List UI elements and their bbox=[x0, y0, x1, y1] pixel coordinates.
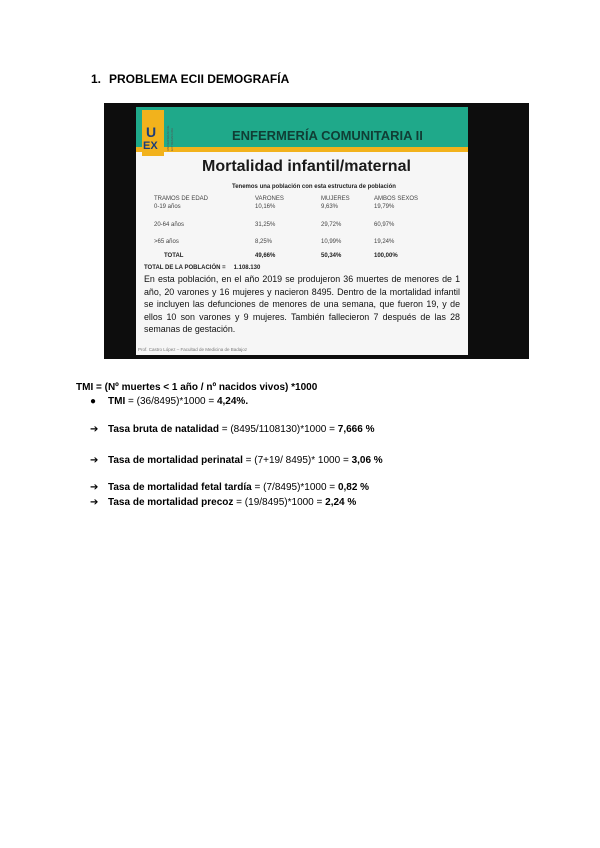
table-header: VARONES bbox=[255, 196, 284, 202]
table-cell: 100,00% bbox=[374, 253, 398, 259]
slide-title: Mortalidad infantil/maternal bbox=[202, 158, 411, 175]
slide-subtitle: Tenemos una población con esta estructura de población bbox=[232, 184, 396, 190]
result-value: 4,24%. bbox=[216, 396, 249, 407]
total-population-label: TOTAL DE LA POBLACIÓN = bbox=[144, 265, 226, 271]
heading-number: 1. bbox=[91, 72, 102, 86]
table-cell: 60,97% bbox=[374, 222, 395, 228]
table-cell: 10,99% bbox=[321, 239, 342, 245]
bullet-marker: ● bbox=[90, 396, 97, 407]
table-header: MUJERES bbox=[321, 196, 350, 202]
arrow-icon: ➔ bbox=[90, 424, 99, 435]
result-expression: = (7/8495)*1000 = bbox=[251, 482, 338, 493]
result-expression: = (7+19/ 8495)* 1000 = bbox=[242, 455, 352, 466]
result-label: Tasa bruta de natalidad bbox=[108, 424, 219, 435]
table-row bbox=[154, 222, 454, 231]
section-heading bbox=[91, 72, 289, 86]
table-cell: 9,63% bbox=[321, 204, 339, 210]
table-cell: 19,79% bbox=[374, 204, 395, 210]
slide bbox=[136, 107, 468, 355]
arrow-icon: ➔ bbox=[90, 455, 99, 466]
table-cell: 10,16% bbox=[255, 204, 276, 210]
total-population-value: 1.108.130 bbox=[233, 265, 261, 271]
table-cell: 0-19 años bbox=[154, 204, 181, 210]
arrow-icon: ➔ bbox=[90, 497, 99, 508]
result-value: 7,666 % bbox=[337, 424, 375, 435]
result-line bbox=[90, 455, 383, 466]
slide-footer: Prof. Castro López – Facultad de Medicina de Badajoz bbox=[138, 347, 248, 352]
result-label: Tasa de mortalidad perinatal bbox=[108, 455, 243, 466]
table-cell: 20-64 años bbox=[154, 222, 185, 228]
table-cell: 29,72% bbox=[321, 222, 342, 228]
result-label: Tasa de mortalidad fetal tardía bbox=[108, 482, 252, 493]
result-expression: = (36/8495)*1000 = bbox=[125, 396, 217, 407]
slide-paragraph: En esta población, en el año 2019 se produjeron 36 muertes de menores de 1 año, 20 varones y 16 mujeres y nacieron 8495. Dentro de la mortalidad infantil se incluyen las defunciones de menores de una semana, que fueron 19, y de ellos 10 son varones y 9 mujeres. También fallecieron 7 después de las 28 semanas de gestación. bbox=[144, 274, 460, 335]
result-value: 2,24 % bbox=[325, 497, 357, 508]
table-cell: 49,66% bbox=[255, 253, 276, 259]
banner-stripe bbox=[136, 147, 468, 152]
table-row bbox=[154, 239, 454, 248]
arrow-icon: ➔ bbox=[90, 482, 99, 493]
university-logo: U EX bbox=[142, 110, 164, 156]
total-population bbox=[144, 265, 260, 271]
result-line bbox=[90, 396, 248, 407]
banner-title: ENFERMERÍA COMUNITARIA II bbox=[232, 128, 423, 143]
table-total-row bbox=[154, 253, 454, 262]
result-value: 0,82 % bbox=[337, 482, 370, 493]
table-cell: 31,25% bbox=[255, 222, 276, 228]
table-cell: 8,25% bbox=[255, 239, 273, 245]
result-line bbox=[90, 482, 369, 493]
table-cell: 19,24% bbox=[374, 239, 395, 245]
result-expression: = (8495/1108130)*1000 = bbox=[218, 424, 338, 435]
tmi-formula: TMI = (Nº muertes < 1 año / nº nacidos vivos) *1000 bbox=[76, 382, 318, 393]
result-label: Tasa de mortalidad precoz bbox=[108, 497, 234, 508]
logo-side-text: UNIVERSIDAD DE EXTREMADURA bbox=[166, 125, 174, 151]
table-header: TRAMOS DE EDAD bbox=[154, 196, 209, 202]
result-line bbox=[90, 424, 374, 435]
heading-title: PROBLEMA ECII DEMOGRAFÍA bbox=[109, 72, 290, 86]
table-row bbox=[154, 204, 454, 213]
slide-image-frame bbox=[104, 103, 529, 359]
result-expression: = (19/8495)*1000 = bbox=[233, 497, 326, 508]
table-cell: >65 años bbox=[154, 239, 179, 245]
table-header: AMBOS SEXOS bbox=[374, 196, 419, 202]
result-label: TMI bbox=[108, 396, 126, 407]
result-line bbox=[90, 497, 356, 508]
table-cell: 50,34% bbox=[321, 253, 342, 259]
result-value: 3,06 % bbox=[351, 455, 383, 466]
table-cell: TOTAL bbox=[164, 253, 184, 259]
